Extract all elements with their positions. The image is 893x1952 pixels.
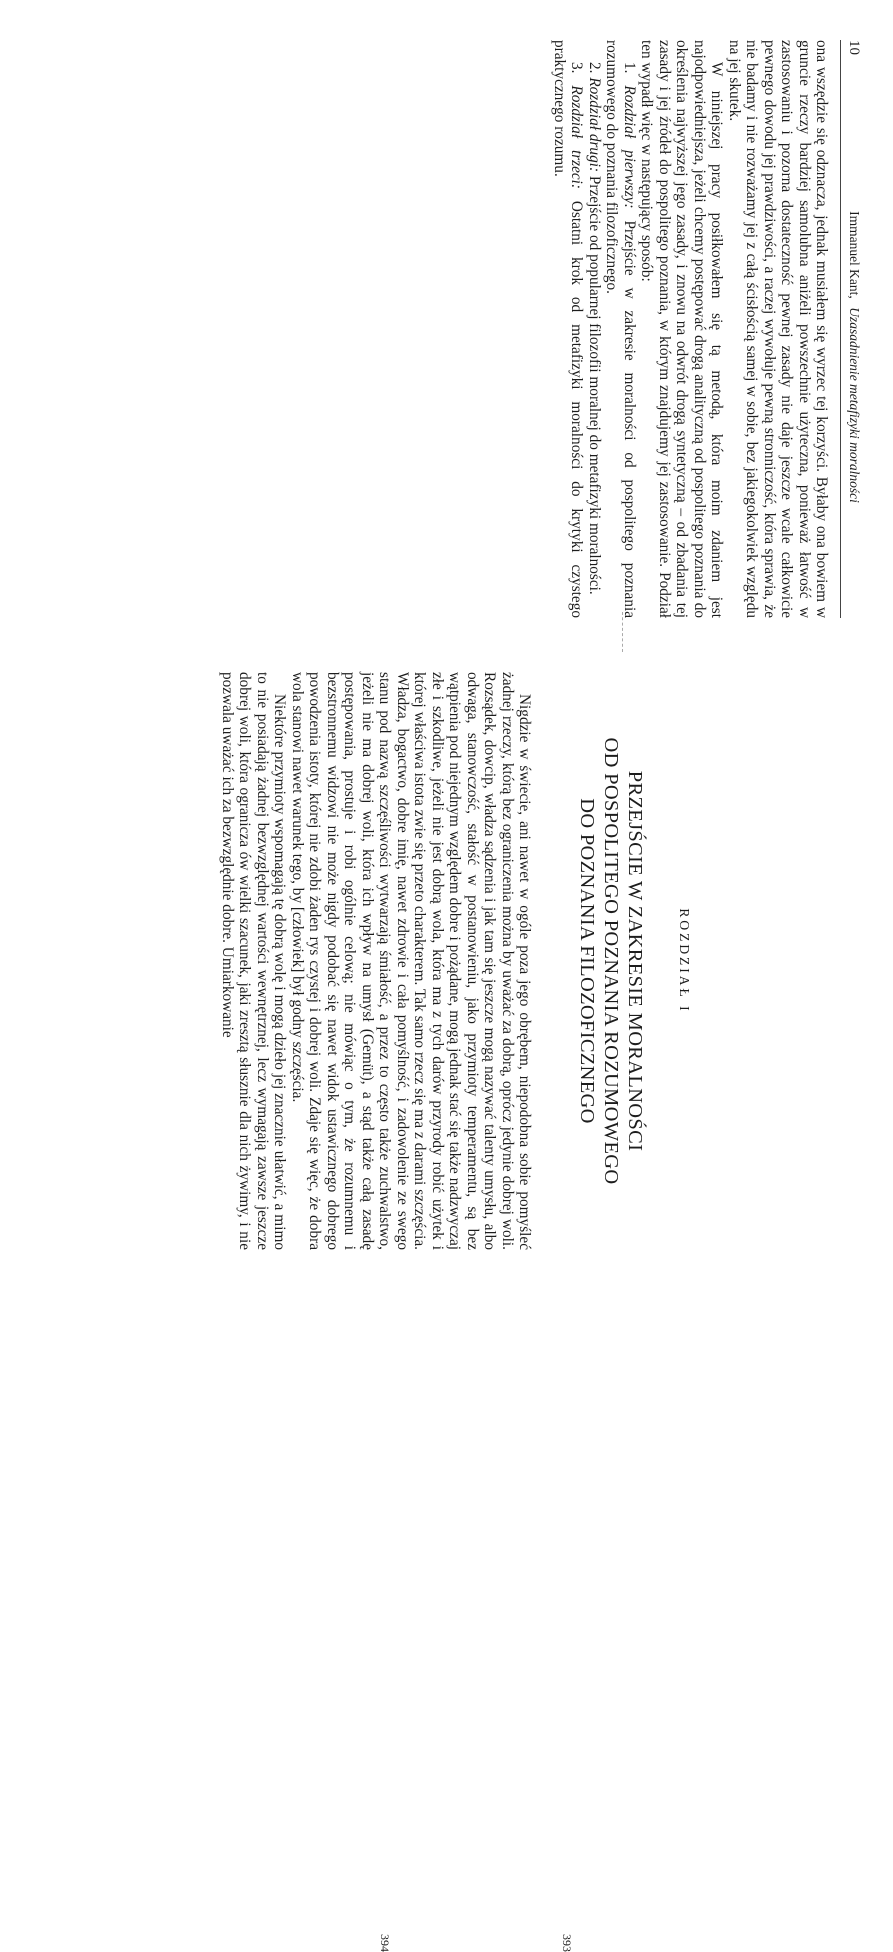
page-gutter-line bbox=[622, 612, 623, 652]
list-item bbox=[551, 40, 586, 618]
chapter-title-line: OD POSPOLITEGO POZNANIA ROZUMOWEGO bbox=[600, 737, 623, 1185]
item-label: Rozdział drugi: bbox=[586, 77, 603, 173]
list-item bbox=[586, 40, 604, 618]
chapter-title-line: PRZEJŚCIE W ZAKRESIE MORALNOŚCI bbox=[624, 770, 647, 1152]
item-text: Przejście w zakresie moralności od pospolitego poznania rozumowego do poznania filozoficznego. bbox=[603, 40, 638, 619]
chapter-title bbox=[576, 672, 648, 1250]
item-number: 3. bbox=[568, 62, 586, 74]
item-number: 2. bbox=[586, 62, 603, 74]
item-text: Przejście od popularnej filozofii moralnej do metafizyki moralności. bbox=[586, 175, 603, 595]
chapter-title-line: DO POZNANIA FILOZOFICZNEGO bbox=[576, 798, 599, 1124]
body-paragraph: W niniejszej pracy posiłkowałem się tą metodą, która moim zdaniem jest najodpowiedniejsza, jeżeli chcemy postępować drogą analityczną od pospolitego poznania do określenia najwyższej jego zasady, i znowu na odwrót drogą syntetyczną – od zbadania tej zasady i jej źródeł do pospolitego poznania, w którym znajdujemy jej zastosowanie. Podział ten wypadł więc w następujący sposób: bbox=[638, 40, 726, 618]
right-page: ROZDZIAŁ I PRZEJŚCIE W ZAKRESIE MORALNOŚCI OD POSPOLITEGO POZNANIA ROZUMOWEGO DO POZNANIA FILOZOFICZNEGO 393 394 Nigdzie w świecie, ani nawet w ogóle poza jego obrębem, niepodobna sobie pomyśleć żadnej rzeczy, którą bez ograniczenia można by uważać za dobrą, oprócz jedynie dobrej woli. Rozsądek, dowcip, władza sądzenia i jak tam się jeszcze mogą nazywać talenty umysłu, albo odwaga, stanowczość, stałość w postanowieniu, jako przymioty temperamentu, są bez wątpienia pod niejednym względem dobre i pożądane, mogą jednak stać się także nadzwyczaj złe i szkodliwe, jeżeli nie jest dobrą wola, która ma z tych darów przyrody robić użytek i której właściwa istota zwie się przeto charakterem. Tak samo rzecz się ma z darami szczęścia. Władza, bogactwo, dobre imię, nawet zdrowie i cała pomyślność, i zadowolenie ze swego stanu pod nazwą szczęśliwości wytwarzają śmiałość, a przez to często także zuchwalstwo, jeżeli nie ma dobrej woli, która ich wpływ na umysł (Gemüt), a stąd także całą zasadę postępowania, prostuje i robi ogólnie celową; nie mówiąc o tym, że rozumnemu i bezstronnemu widzowi nie może nigdy podobać się nawet widok ustawicznego dobrego powodzenia istoty, której nie zdobi żaden rys czystej i dobrej woli. Zdaje się więc, że dobra wola stanowi nawet warunek tego, by [człowiek] był godny szczęścia. Niektóre przymioty wspomagają tę dobrą wolę i mogą dzieło jej znacznie ułatwić, a mimo to nie posiadają żadnej bezwzględnej wartości wewnętrznej, lecz wymagają zawsze jeszcze dobrej woli, która ogranicza ów wielki szacunek, jaki zresztą słusznie dla nich żywimy, i nie pozwala uważać ich za bezwzględnie dobre. Umiarkowanie bbox=[219, 672, 692, 1952]
header-author: Immanuel Kant, bbox=[847, 211, 862, 299]
running-header bbox=[841, 40, 864, 618]
item-text: Ostatni krok od metafizyki moralności do krytyki czystego praktycznego rozumu. bbox=[551, 40, 586, 618]
item-label: Rozdział trzeci: bbox=[568, 85, 586, 190]
body-paragraph: ona wszędzie się odznacza, jednak musiałem się wyrzec tej korzyści. Byłaby ona bowiem w gruncie rzeczy bardziej samolubna aniżeli powszechnie użyteczna, ponieważ łatwość w zastosowaniu i pozorna dostateczność pewnej zasady nie daje jeszcze wcale całkowicie pewnego dowodu jej prawdziwości, a raczej wywołuje pewną stronniczość, która sprawia, że nie badamy i nie rozważamy jej z całą ścisłością samej w sobie, bez jakiegokolwiek względu na jej skutek. bbox=[726, 40, 831, 618]
body-paragraph: Niektóre przymioty wspomagają tę dobrą wolę i mogą dzieło jej znacznie ułatwić, a mimo to nie posiadają żadnej bezwzględnej wartości wewnętrznej, lecz wymagają zawsze jeszcze dobrej woli, która ogranicza ów wielki szacunek, jaki zresztą słusznie dla nich żywimy, i nie pozwala uważać ich za bezwzględnie dobre. Umiarkowanie bbox=[219, 672, 289, 1250]
list-item bbox=[603, 40, 638, 618]
page-number: 10 bbox=[846, 40, 862, 55]
header-title: Uzasadnienie metafizyki moralności bbox=[847, 307, 862, 503]
item-label: Rozdział pierwszy: bbox=[621, 85, 638, 209]
chapter-label: ROZDZIAŁ I bbox=[677, 908, 692, 1014]
left-page bbox=[551, 40, 864, 618]
item-number: 1. bbox=[621, 62, 638, 74]
body-paragraph: Nigdzie w świecie, ani nawet w ogóle poza jego obrębem, niepodobna sobie pomyśleć żadnej rzeczy, którą bez ograniczenia można by uważać za dobrą, oprócz jedynie dobrej woli. Rozsądek, dowcip, władza sądzenia i jak tam się jeszcze mogą nazywać talenty umysłu, albo odwaga, stanowczość, stałość w postanowieniu, jako przymioty temperamentu, są bez wątpienia pod niejednym względem dobre i pożądane, mogą jednak stać się także nadzwyczaj złe i szkodliwe, jeżeli nie jest dobrą wola, która ma z tych darów przyrody robić użytek i której właściwa istota zwie się przeto charakterem. Tak samo rzecz się ma z darami szczęścia. Władza, bogactwo, dobre imię, nawet zdrowie i cała pomyślność, i zadowolenie ze swego stanu pod nazwą szczęśliwości wytwarzają śmiałość, a przez to często także zuchwalstwo, jeżeli nie ma dobrej woli, która ich wpływ na umysł (Gemüt), a stąd także całą zasadę postępowania, prostuje i robi ogólnie celową; nie mówiąc o tym, że rozumnemu i bezstronnemu widzowi nie może nigdy podobać się nawet widok ustawicznego dobrego powodzenia istoty, której nie zdobi żaden rys czystej i dobrej woli. Zdaje się więc, że dobra wola stanowi nawet warunek tego, by [człowiek] był godny szczęścia. bbox=[289, 672, 534, 1250]
header-text bbox=[846, 96, 864, 618]
